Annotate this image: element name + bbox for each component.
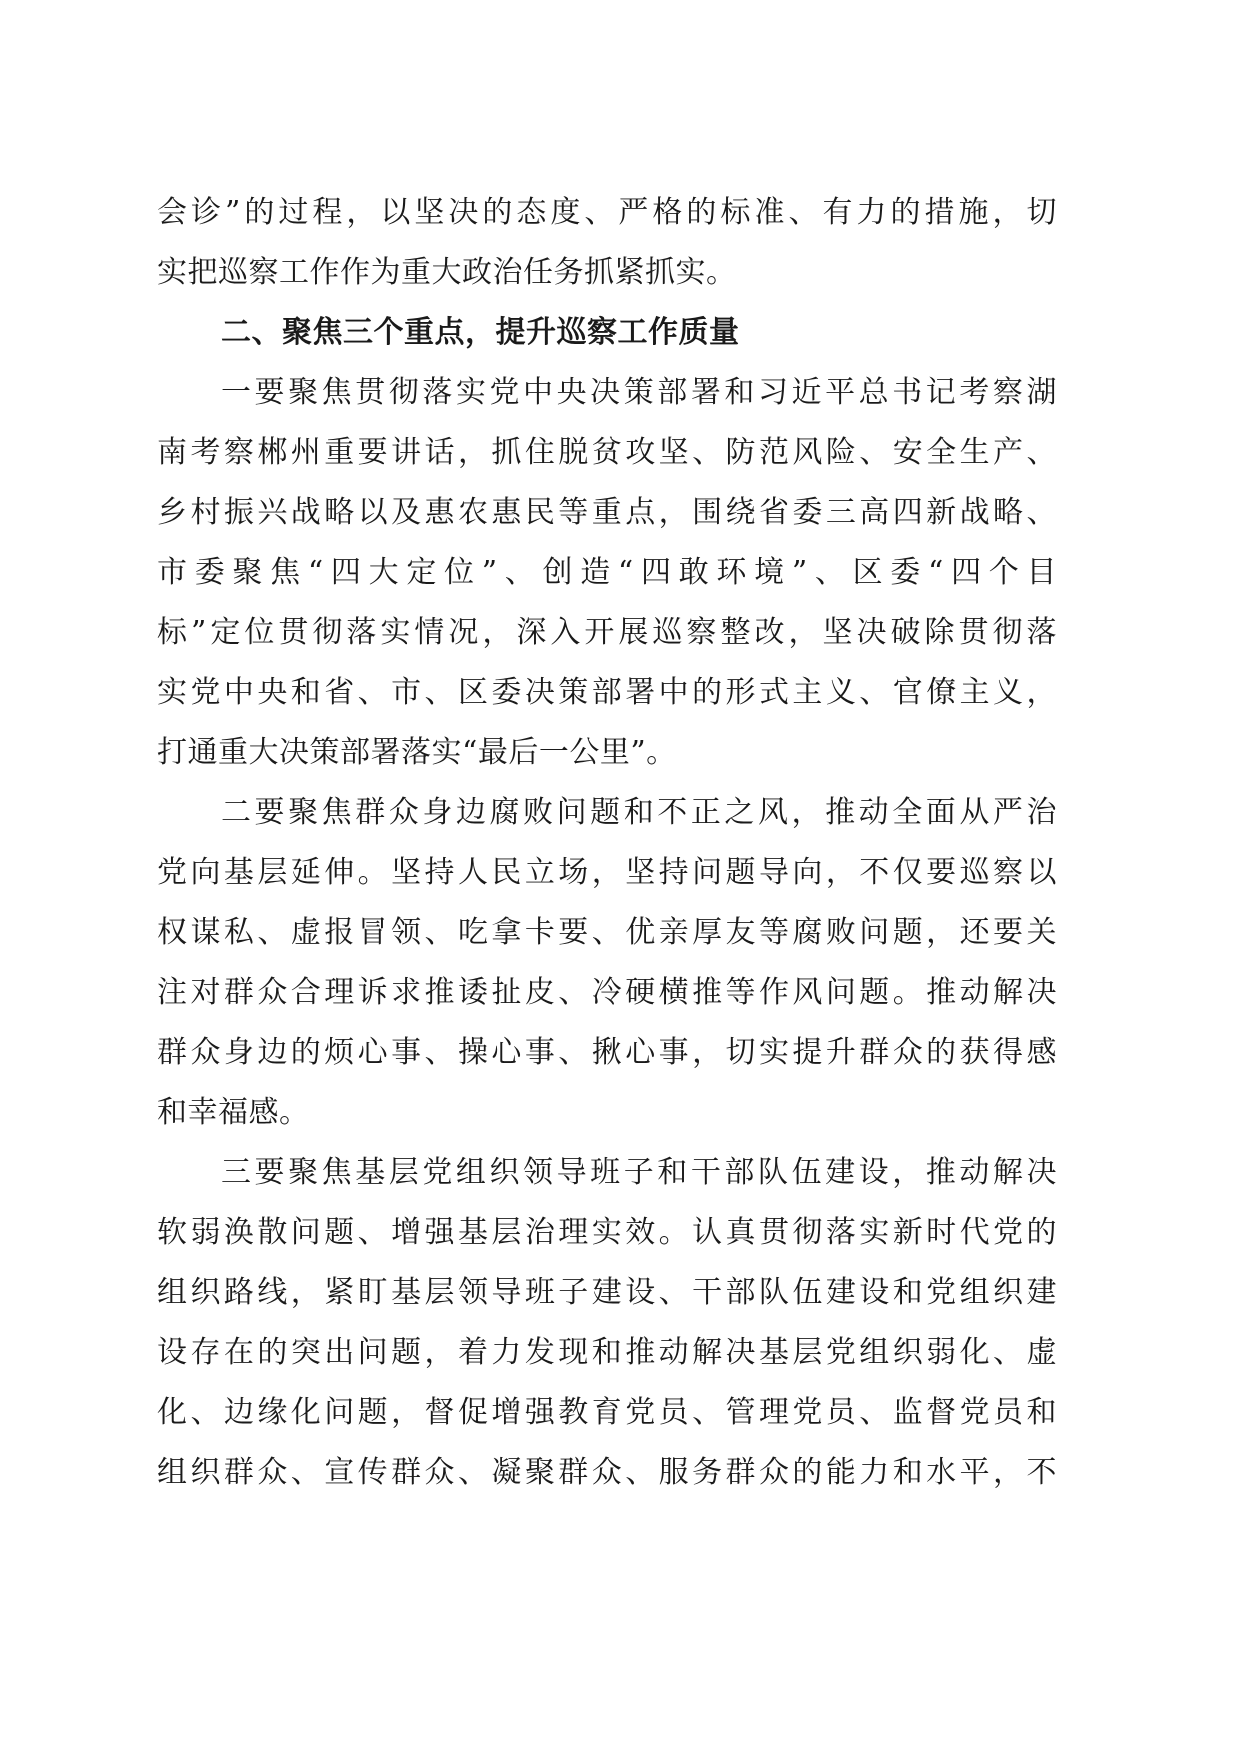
text-line: 组织路线，紧盯基层领导班子建设、干部队伍建设和党组织建 bbox=[157, 1275, 1057, 1310]
text-line: 标”定位贯彻落实情况，深入开展巡察整改，坚决破除贯彻落 bbox=[157, 615, 1057, 650]
text-line: 一要聚焦贯彻落实党中央决策部署和习近平总书记考察湖 bbox=[221, 375, 1057, 410]
text-line: 二要聚焦群众身边腐败问题和不正之风，推动全面从严治 bbox=[221, 795, 1057, 830]
text-line: 党向基层延伸。坚持人民立场，坚持问题导向，不仅要巡察以 bbox=[157, 855, 1057, 890]
text-line: 群众身边的烦心事、操心事、揪心事，切实提升群众的获得感 bbox=[157, 1035, 1057, 1070]
section-heading: 二、聚焦三个重点，提升巡察工作质量 bbox=[221, 315, 740, 350]
text-line: 设存在的突出问题，着力发现和推动解决基层党组织弱化、虚 bbox=[157, 1335, 1057, 1370]
text-line: 市委聚焦“四大定位”、创造“四敢环境”、区委“四个目 bbox=[157, 555, 1057, 590]
body-text bbox=[157, 183, 1057, 1503]
text-line: 实党中央和省、市、区委决策部署中的形式主义、官僚主义， bbox=[157, 675, 1057, 710]
text-line: 打通重大决策部署落实“最后一公里”。 bbox=[157, 735, 677, 770]
text-line: 会诊”的过程，以坚决的态度、严格的标准、有力的措施，切 bbox=[157, 195, 1057, 230]
text-line: 和幸福感。 bbox=[157, 1095, 310, 1130]
text-line: 注对群众合理诉求推诿扯皮、冷硬横推等作风问题。推动解决 bbox=[157, 975, 1057, 1010]
text-line: 三要聚焦基层党组织领导班子和干部队伍建设，推动解决 bbox=[221, 1155, 1057, 1190]
text-line: 乡村振兴战略以及惠农惠民等重点，围绕省委三高四新战略、 bbox=[157, 495, 1057, 530]
text-line: 化、边缘化问题，督促增强教育党员、管理党员、监督党员和 bbox=[157, 1395, 1057, 1430]
text-line: 权谋私、虚报冒领、吃拿卡要、优亲厚友等腐败问题，还要关 bbox=[157, 915, 1057, 950]
text-line: 软弱涣散问题、增强基层治理实效。认真贯彻落实新时代党的 bbox=[157, 1215, 1057, 1250]
text-line: 实把巡察工作作为重大政治任务抓紧抓实。 bbox=[157, 255, 737, 290]
text-line: 南考察郴州重要讲话，抓住脱贫攻坚、防范风险、安全生产、 bbox=[157, 435, 1057, 470]
text-line: 组织群众、宣传群众、凝聚群众、服务群众的能力和水平，不 bbox=[157, 1455, 1057, 1490]
